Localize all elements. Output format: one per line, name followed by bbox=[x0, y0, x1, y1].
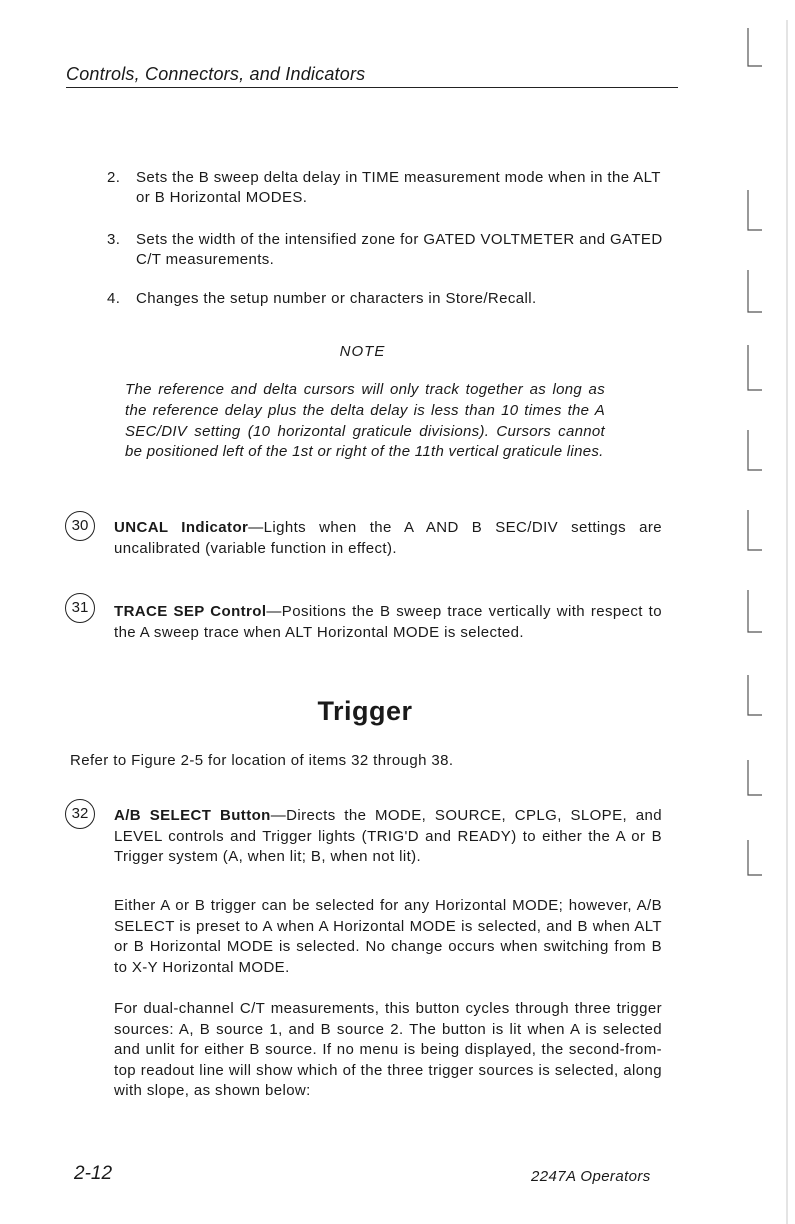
list-item-text: Changes the setup number or characters in Store/Recall. bbox=[136, 290, 537, 307]
manual-title: 2247A Operators bbox=[531, 1168, 651, 1185]
item-32-name: A/B SELECT Button bbox=[114, 807, 271, 824]
item-32-text: —Directs the MODE, SOURCE, CPLG, SLOPE, and LEVEL controls and Trigger lights (TRIG'D and READY) to either the A or B Trigger system (A, when lit; B, when not lit). bbox=[114, 807, 662, 865]
page-header: Controls, Connectors, and Indicators bbox=[66, 64, 678, 88]
list-item-number: 2. bbox=[107, 169, 121, 186]
item-32-paragraph: For dual-channel C/T measurements, this button cycles through three trigger sources: A, B source 1, and B source 2. The button is lit when A is selected and unlit for either B source. If no menu is being displayed, the second-from-top readout line will show which of the three trigger sources is selected, along with slope, as shown below: bbox=[114, 1000, 662, 1099]
item-30-text: —Lights when the A AND B SEC/DIV settings are uncalibrated (variable function in effect). bbox=[114, 519, 662, 557]
item-30-name: UNCAL Indicator bbox=[114, 519, 249, 536]
list-item-text: Sets the B sweep delta delay in TIME measurement mode when in the ALT or B Horizontal MODES. bbox=[136, 169, 661, 206]
item-number-badge: 31 bbox=[65, 593, 95, 623]
section-title: Trigger bbox=[317, 696, 413, 726]
item-31-description bbox=[114, 602, 662, 643]
item-30-description bbox=[114, 518, 662, 559]
page-number: 2-12 bbox=[74, 1163, 113, 1184]
item-number-badge: 30 bbox=[65, 511, 95, 541]
item-32-paragraph: Either A or B trigger can be selected for any Horizontal MODE; however, A/B SELECT is preset to A when A Horizontal MODE is selected, and B when ALT or B Horizontal MODE is selected. No change occurs when switching from B to X-Y Horizontal MODE. bbox=[114, 897, 662, 976]
item-number-badge: 32 bbox=[65, 799, 95, 829]
list-item bbox=[107, 230, 667, 270]
item-31-name: TRACE SEP Control bbox=[114, 603, 267, 620]
section-reference: Refer to Figure 2-5 for location of items 32 through 38. bbox=[70, 752, 454, 769]
note-body: The reference and delta cursors will only track together as long as the reference delay plus the delta delay is less than 10 times the A SEC/DIV setting (10 horizontal graticule divisions). Cursors cannot be positioned left of the 1st or right of the 11th vertical graticule lines. bbox=[125, 381, 605, 461]
list-item-number: 4. bbox=[107, 290, 121, 307]
list-item-text: Sets the width of the intensified zone for GATED VOLTMETER and GATED C/T measurements. bbox=[136, 231, 663, 268]
note-title: NOTE bbox=[339, 343, 386, 360]
list-item bbox=[107, 289, 667, 309]
binding-edge-marks bbox=[740, 0, 795, 1224]
item-31-text: —Positions the B sweep trace vertically with respect to the A sweep trace when ALT Horizontal MODE is selected. bbox=[114, 603, 662, 641]
list-item-number: 3. bbox=[107, 231, 121, 248]
item-32-description bbox=[114, 806, 662, 868]
list-item bbox=[107, 168, 667, 208]
